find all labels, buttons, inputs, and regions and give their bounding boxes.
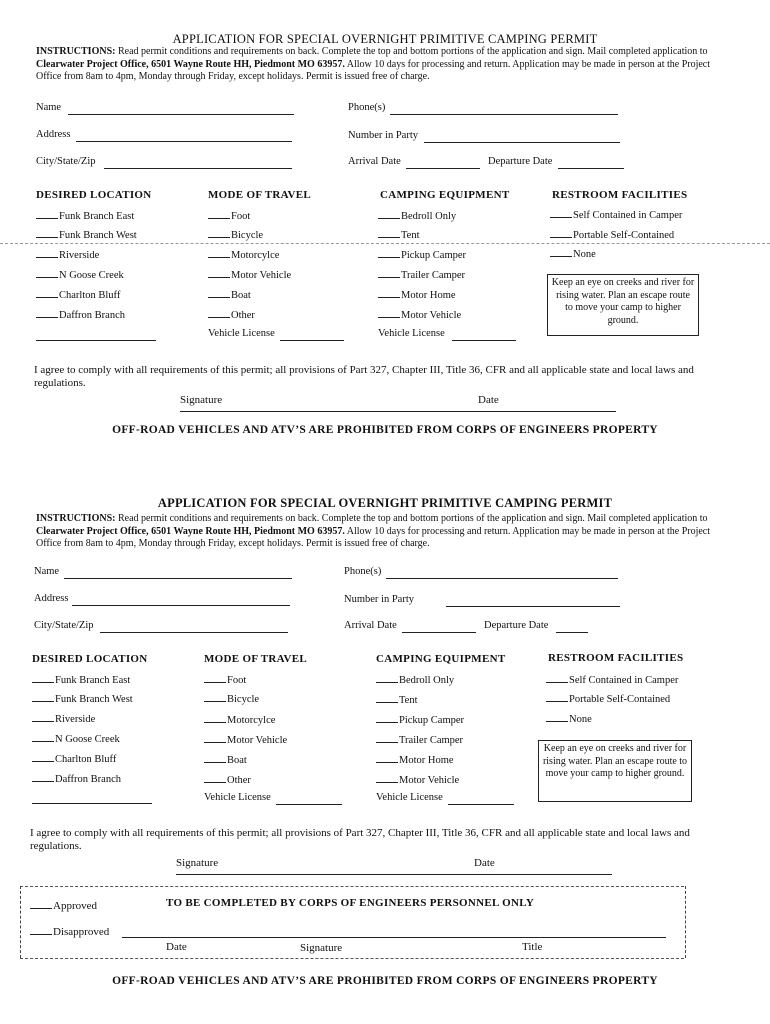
travel-option[interactable]: Bicycle	[204, 692, 259, 705]
location-option[interactable]: N Goose Creek	[32, 732, 120, 745]
name-label: Name	[36, 102, 62, 113]
address-field[interactable]	[76, 141, 292, 142]
staff-box-top	[20, 886, 684, 887]
equipment-option[interactable]: Motor Home	[378, 288, 456, 301]
instructions-text-1: Read permit conditions and requirements on back. Complete the top and bottom portions of the application and sign. Mail completed application to	[117, 46, 708, 57]
arrival-field[interactable]	[406, 168, 480, 169]
equipment-license-label: Vehicle License	[378, 328, 445, 339]
equipment-option[interactable]: Bedroll Only	[376, 673, 454, 686]
atv-warning: OFF-ROAD VEHICLES AND ATV’S ARE PROHIBITED FROM CORPS OF ENGINEERS PROPERTY	[112, 424, 658, 436]
instructions	[36, 513, 736, 551]
travel-option[interactable]: Motor Vehicle	[208, 268, 291, 281]
equipment-license-field[interactable]	[452, 340, 516, 341]
equipment-option[interactable]: Trailer Camper	[378, 268, 465, 281]
instructions	[36, 46, 736, 84]
restroom-option[interactable]: Self Contained in Camper	[550, 208, 682, 221]
departure-label: Departure Date	[484, 620, 549, 631]
travel-option[interactable]: Boat	[208, 288, 251, 301]
phone-field[interactable]	[390, 114, 618, 115]
instructions-text-1: Read permit conditions and requirements on back. Complete the top and bottom portions of the application and sign. Mail completed application to	[117, 513, 708, 524]
instructions-text-2: Allow 10 days for processing and return. Application may be made in person at the Project Office from 8am to 4pm, Monday through Friday, except holidays. Permit is issued free of charge.	[36, 58, 711, 82]
phone-field[interactable]	[386, 578, 618, 579]
address-label: Address	[36, 129, 71, 140]
office-address: Clearwater Project Office, 6501 Wayne Route HH, Piedmont MO 63957.	[36, 58, 345, 70]
departure-field[interactable]	[556, 632, 588, 633]
party-field[interactable]	[446, 606, 620, 607]
staff-signature-field[interactable]	[122, 937, 666, 938]
arrival-label: Arrival Date	[348, 156, 401, 167]
equipment-option[interactable]: Motor Vehicle	[378, 308, 461, 321]
phone-label: Phone(s)	[348, 102, 386, 113]
city-label: City/State/Zip	[34, 620, 94, 631]
vehicle-license-field[interactable]	[276, 804, 342, 805]
location-option[interactable]: Funk Branch East	[32, 673, 130, 686]
city-label: City/State/Zip	[36, 156, 96, 167]
staff-box	[20, 886, 686, 958]
location-other-field[interactable]	[32, 803, 152, 804]
equipment-option[interactable]: Motor Vehicle	[376, 773, 459, 786]
instructions-text-2: Allow 10 days for processing and return. Application may be made in person at the Project Office from 8am to 4pm, Monday through Friday, except holidays. Permit is issued free of charge.	[36, 525, 711, 549]
departure-field[interactable]	[558, 168, 624, 169]
location-option[interactable]: Funk Branch East	[36, 209, 134, 222]
travel-option[interactable]: Boat	[204, 753, 247, 766]
permit-form-top	[0, 0, 770, 460]
travel-option[interactable]: Other	[204, 773, 251, 786]
office-address: Clearwater Project Office, 6501 Wayne Route HH, Piedmont MO 63957.	[36, 525, 345, 537]
vehicle-license-label: Vehicle License	[204, 792, 271, 803]
location-option[interactable]: Riverside	[36, 248, 99, 261]
restroom-heading: RESTROOM FACILITIES	[548, 652, 684, 664]
location-option[interactable]: Funk Branch West	[32, 692, 133, 705]
equipment-license-label: Vehicle License	[376, 792, 443, 803]
fold-line	[0, 243, 770, 244]
restroom-option[interactable]: Portable Self-Contained	[546, 692, 670, 705]
location-heading: DESIRED LOCATION	[36, 189, 152, 201]
restroom-option[interactable]: None	[546, 712, 592, 725]
city-field[interactable]	[104, 168, 292, 169]
party-label: Number in Party	[344, 594, 414, 605]
arrival-label: Arrival Date	[344, 620, 397, 631]
signature-field[interactable]	[176, 874, 612, 875]
travel-option[interactable]: Motorcylce	[208, 248, 279, 261]
departure-label: Departure Date	[488, 156, 553, 167]
agreement-text: I agree to comply with all requirements of this permit; all provisions of Part 327, Chapter III, Title 36, CFR and all applicable state and local laws and regulations.	[30, 827, 690, 852]
equipment-option[interactable]: Bedroll Only	[378, 209, 456, 222]
phone-label: Phone(s)	[344, 566, 382, 577]
name-label: Name	[34, 566, 60, 577]
equipment-option[interactable]: Tent	[376, 693, 418, 706]
location-other-field[interactable]	[36, 340, 156, 341]
vehicle-license-label: Vehicle License	[208, 328, 275, 339]
travel-option[interactable]: Other	[208, 308, 255, 321]
location-option[interactable]: N Goose Creek	[36, 268, 124, 281]
staff-date-label: Date	[166, 941, 187, 953]
travel-option[interactable]: Foot	[204, 673, 246, 686]
vehicle-license-field[interactable]	[280, 340, 344, 341]
staff-title-label: Title	[522, 941, 543, 953]
equipment-option[interactable]: Pickup Camper	[378, 248, 466, 261]
staff-box-bottom	[20, 958, 684, 959]
staff-signature-label: Signature	[300, 942, 343, 954]
date-label: Date	[474, 857, 495, 869]
location-option[interactable]: Funk Branch West	[36, 228, 137, 241]
restroom-option[interactable]: None	[550, 247, 596, 260]
equipment-option[interactable]: Tent	[378, 228, 420, 241]
travel-option[interactable]: Bicycle	[208, 228, 263, 241]
approved-option[interactable]: Approved	[30, 899, 97, 912]
location-option[interactable]: Riverside	[32, 712, 95, 725]
form-title: APPLICATION FOR SPECIAL OVERNIGHT PRIMITIVE CAMPING PERMIT	[157, 496, 613, 510]
equipment-option[interactable]: Pickup Camper	[376, 713, 464, 726]
travel-heading: MODE OF TRAVEL	[204, 653, 308, 665]
equipment-option[interactable]: Trailer Camper	[376, 733, 463, 746]
form-title: APPLICATION FOR SPECIAL OVERNIGHT PRIMITIVE CAMPING PERMIT	[172, 32, 598, 46]
location-option[interactable]: Daffron Branch	[36, 308, 125, 321]
travel-heading: MODE OF TRAVEL	[208, 189, 312, 201]
equipment-option[interactable]: Motor Home	[376, 753, 454, 766]
arrival-field[interactable]	[402, 632, 476, 633]
equipment-license-field[interactable]	[448, 804, 514, 805]
location-heading: DESIRED LOCATION	[32, 653, 148, 665]
restroom-option[interactable]: Self Contained in Camper	[546, 673, 678, 686]
flood-warning-note: Keep an eye on creeks and river for rising water. Plan an escape route to move your camp to higher ground.	[547, 274, 699, 336]
restroom-heading: RESTROOM FACILITIES	[552, 189, 688, 201]
equipment-heading: CAMPING EQUIPMENT	[380, 189, 510, 201]
atv-warning: OFF-ROAD VEHICLES AND ATV’S ARE PROHIBITED FROM CORPS OF ENGINEERS PROPERTY	[112, 975, 658, 987]
equipment-heading: CAMPING EQUIPMENT	[376, 653, 506, 665]
date-label: Date	[478, 394, 499, 406]
disapproved-option[interactable]: Disapproved	[30, 925, 109, 938]
instructions-label: INSTRUCTIONS:	[36, 46, 116, 57]
address-label: Address	[34, 593, 69, 604]
name-field[interactable]	[64, 578, 292, 579]
signature-label: Signature	[180, 394, 223, 406]
party-field[interactable]	[424, 142, 620, 143]
location-option[interactable]: Daffron Branch	[32, 772, 121, 785]
agreement-text: I agree to comply with all requirements of this permit; all provisions of Part 327, Chapter III, Title 36, CFR and all applicable state and local laws and regulations.	[34, 364, 694, 389]
location-option[interactable]: Charlton Bluff	[32, 752, 116, 765]
instructions-label: INSTRUCTIONS:	[36, 513, 116, 524]
travel-option[interactable]: Motorcylce	[204, 713, 275, 726]
city-field[interactable]	[100, 632, 288, 633]
party-label: Number in Party	[348, 130, 418, 141]
restroom-option[interactable]: Portable Self-Contained	[550, 228, 674, 241]
signature-field[interactable]	[180, 411, 616, 412]
flood-warning-note: Keep an eye on creeks and river for rising water. Plan an escape route to move your camp to higher ground.	[538, 740, 692, 802]
name-field[interactable]	[68, 114, 294, 115]
travel-option[interactable]: Foot	[208, 209, 250, 222]
location-option[interactable]: Charlton Bluff	[36, 288, 120, 301]
address-field[interactable]	[72, 605, 290, 606]
travel-option[interactable]: Motor Vehicle	[204, 733, 287, 746]
signature-label: Signature	[176, 857, 219, 869]
staff-heading: TO BE COMPLETED BY CORPS OF ENGINEERS PERSONNEL ONLY	[166, 897, 535, 909]
